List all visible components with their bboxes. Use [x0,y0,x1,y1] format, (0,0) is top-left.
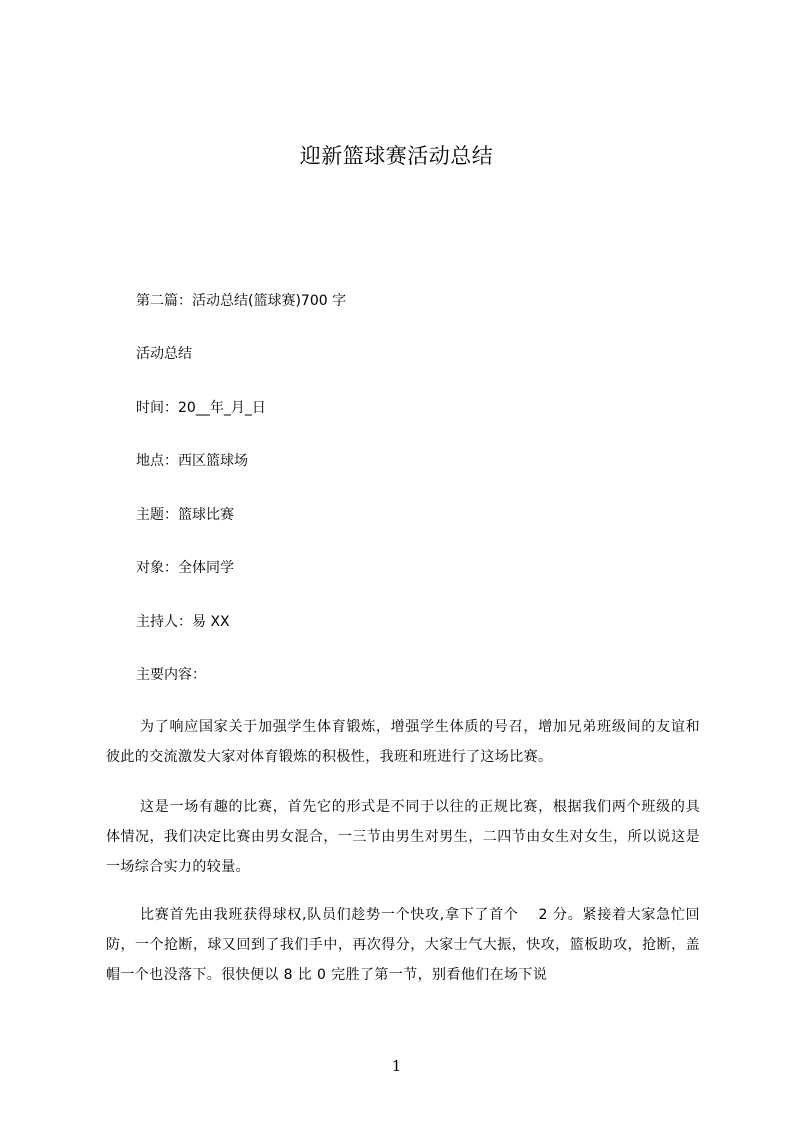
document-title: 迎新篮球赛活动总结 [299,144,494,168]
body-paragraph: 比赛首先由我班获得球权,队员们趁势一个快攻,拿下了首个 2 分。紧接着大家急忙回防，一个抢断，球又回到了我们手中，再次得分，大家士气大振，快攻，篮板助攻，抢断，盖帽一个也没落下。很快便以 8 比 0 完胜了第一节，别看他们在场下说 [106,907,700,983]
place-field: 地点：西区篮球场 [136,453,248,469]
time-field: 时间：20__年_月_日 [136,400,266,416]
host-field: 主持人：易 XX [136,614,230,630]
section-heading: 第二篇：活动总结(篮球赛)700 字 [136,293,347,309]
content-label: 主要内容： [136,667,206,683]
body-paragraph: 这是一场有趣的比赛，首先它的形式是不同于以往的正规比赛，根据我们两个班级的具体情况，我们决定比赛由男女混合，一三节由男生对男生，二四节由女生对女生，所以说这是一场综合实力的较量。 [106,799,700,875]
audience-field: 对象：全体同学 [136,560,234,576]
theme-field: 主题：篮球比赛 [136,507,234,523]
page-number: 1 [391,1057,402,1075]
section-subheading: 活动总结 [136,346,192,362]
body-paragraph: 为了响应国家关于加强学生体育锻炼，增强学生体质的号召，增加兄弟班级间的友谊和彼此的交流激发大家对体育锻炼的积极性，我班和班进行了这场比赛。 [106,719,700,765]
